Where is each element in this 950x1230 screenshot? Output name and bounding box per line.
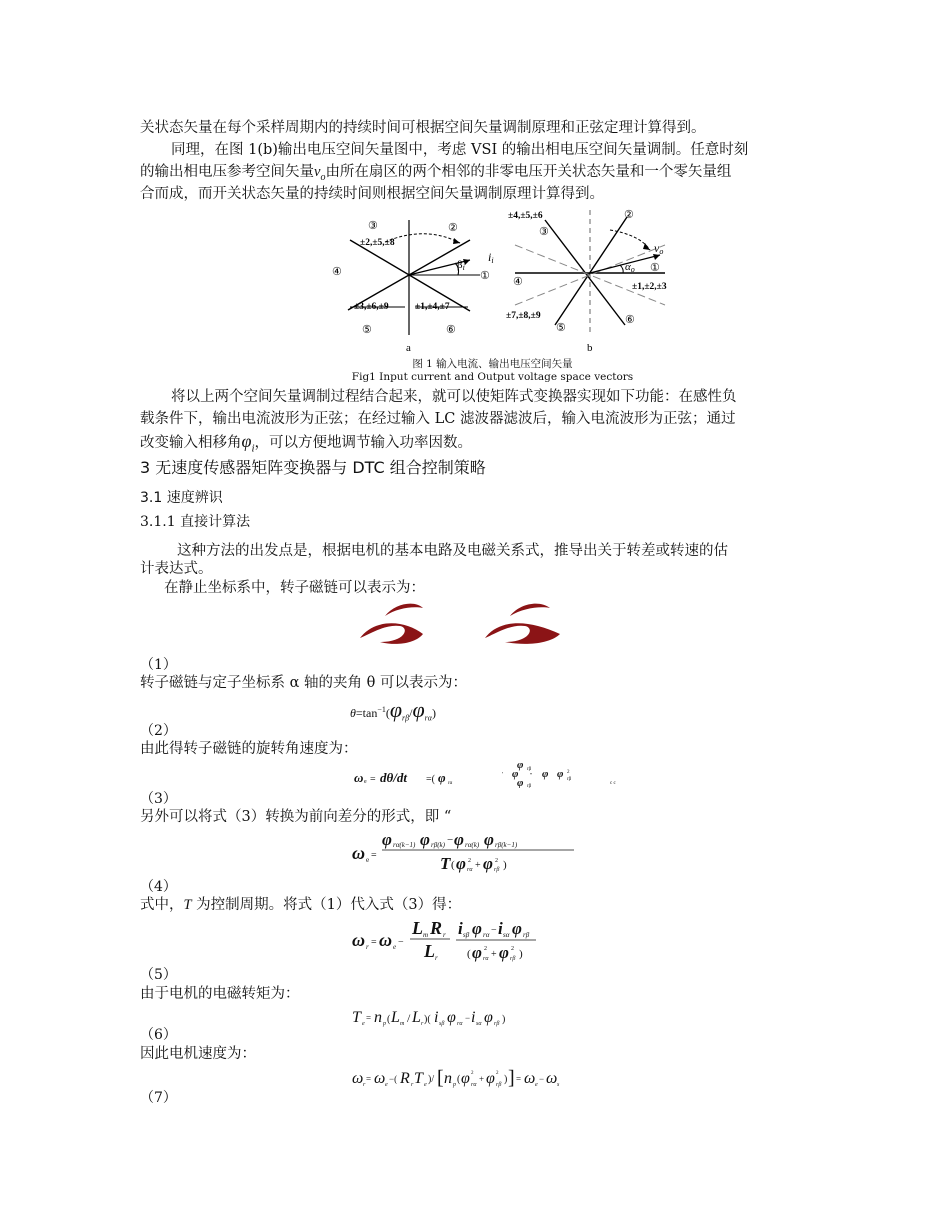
svg-text:rβ: rβ — [494, 867, 500, 873]
sector-1-a: ① — [480, 270, 490, 282]
svg-text:e: e — [362, 1021, 365, 1027]
svg-text:φ: φ — [486, 1070, 495, 1087]
svg-text:dθ/dt: dθ/dt — [380, 770, 407, 785]
svg-text:(: ( — [457, 1074, 461, 1085]
svg-text:c c: c c — [610, 781, 616, 786]
svg-text:e: e — [385, 1082, 388, 1088]
equation-1-glyphs — [355, 598, 570, 648]
body-line8: 由于电机的电磁转矩为： — [140, 986, 300, 1002]
svg-text:[: [ — [437, 1067, 444, 1089]
figure-caption-cn: 图 1 输入电流、输出电压空间矢量 — [412, 358, 573, 370]
svg-text:rα: rα — [471, 1082, 477, 1088]
svg-text:T: T — [440, 854, 451, 873]
svg-text:rα: rα — [483, 956, 489, 962]
svg-text:ω: ω — [352, 1070, 364, 1087]
svg-text:φ: φ — [447, 1009, 456, 1026]
svg-text:m: m — [423, 931, 429, 939]
svg-text:rβ: rβ — [510, 956, 516, 962]
label-456: ±4,±5,±6 — [508, 211, 543, 221]
figure-caption-en: Fig1 Input current and Output voltage space vectors — [351, 371, 634, 383]
sector-5-b: ⑤ — [556, 322, 566, 334]
svg-text:+: + — [479, 1074, 485, 1084]
svg-text:n: n — [444, 1070, 452, 1087]
svg-text:rα(k): rα(k) — [465, 841, 480, 849]
para2-line1: 将以上两个空间矢量调制过程结合起来，就可以使矩阵式变换器实现如下功能：在感性负 — [171, 389, 737, 405]
svg-text:−: − — [398, 937, 404, 948]
svg-text:rα: rα — [467, 867, 473, 873]
vector-ii-label: ii — [488, 250, 494, 265]
svg-text:2: 2 — [484, 946, 487, 952]
body-line3: 在静止坐标系中，转子磁链可以表示为： — [164, 580, 425, 596]
svg-text:rα: rα — [457, 1021, 463, 1027]
eq4-number: （4） — [140, 879, 177, 895]
svg-text:ω: ω — [379, 930, 393, 950]
svg-text:s: s — [557, 1082, 560, 1088]
svg-text:R: R — [430, 918, 443, 938]
svg-text:=: = — [371, 937, 377, 948]
svg-text:e: e — [366, 856, 370, 864]
svg-text:φ: φ — [454, 830, 464, 849]
sector-3-b: ③ — [539, 226, 549, 238]
svg-text:r: r — [366, 943, 369, 951]
svg-text:rα: rα — [483, 931, 490, 939]
svg-text:φ: φ — [484, 830, 494, 849]
svg-text:2: 2 — [511, 946, 514, 952]
sector-1-b: ① — [650, 262, 660, 274]
svg-text:L: L — [412, 918, 423, 938]
letter-a: a — [406, 342, 411, 354]
svg-text:i: i — [471, 1009, 476, 1026]
svg-text:)(: )( — [424, 1014, 431, 1025]
svg-text:=(: =( — [426, 774, 435, 785]
body-line1: 这种方法的出发点是，根据电机的基本电路及电磁关系式，推导出关于转差或转速的估 — [177, 543, 728, 559]
sector-2-b: ② — [624, 209, 634, 221]
svg-text:+: + — [491, 949, 497, 960]
svg-text:=: = — [516, 1074, 522, 1084]
sector-2-a: ② — [448, 222, 458, 234]
svg-text:n: n — [374, 1009, 382, 1026]
para2-line2: 载条件下，输出电流波形为正弦；在经过输入 LC 滤波器滤波后，输入电流波形为正弦；通过 — [140, 411, 736, 427]
para1-line1: 关状态矢量在每个采样周期内的持续时间可根据空间矢量调制原理和正弦定理计算得到。 — [140, 120, 706, 136]
para1-line3-b: 由所在扇区的两个相邻的非零电压开关状态矢量和一个零矢量组 — [325, 164, 732, 180]
svg-text:): ) — [502, 1014, 506, 1025]
svg-text:r: r — [363, 1082, 366, 1088]
beta-label: βi — [457, 259, 465, 272]
letter-b: b — [587, 342, 593, 354]
svg-text:ω: ω — [546, 1070, 558, 1087]
svg-text:rβ: rβ — [527, 767, 532, 772]
svg-text:p: p — [453, 1082, 456, 1088]
label-123: ±1,±2,±3 — [632, 282, 667, 292]
section-3-heading: 3 无速度传感器矩阵变换器与 DTC 组合控制策略 — [140, 458, 486, 477]
svg-text:'': '' — [530, 773, 533, 779]
svg-text:): ) — [503, 859, 507, 871]
equation-3 — [352, 758, 632, 788]
diagram-a — [332, 220, 494, 354]
svg-text:e: e — [364, 779, 367, 785]
svg-text:L: L — [391, 1009, 400, 1026]
eq5-number: （5） — [140, 967, 177, 983]
svg-text:φ: φ — [517, 759, 524, 771]
label-789: ±7,±8,±9 — [506, 311, 541, 321]
para2-line3: 改变输入相移角$\varphi_i$，可以方便地调节输入功率因数。 — [140, 431, 473, 455]
svg-text:=: = — [370, 774, 376, 785]
svg-text:(: ( — [451, 859, 455, 871]
svg-text:sα: sα — [476, 1021, 482, 1027]
svg-text:r: r — [435, 954, 438, 962]
svg-text:rβ: rβ — [496, 1082, 502, 1088]
svg-text:ω: ω — [352, 843, 366, 863]
svg-text:rβ: rβ — [494, 1021, 500, 1027]
svg-text:=: = — [366, 1074, 372, 1084]
svg-text:φ: φ — [484, 1009, 493, 1026]
svg-text:i: i — [434, 1009, 439, 1026]
svg-text:φ: φ — [382, 830, 392, 849]
svg-text:': ' — [502, 772, 504, 778]
label-258: ±2,±5,±8 — [360, 238, 395, 248]
svg-text:rα: rα — [448, 781, 453, 786]
label-147: ±1,±4,±7 — [415, 302, 450, 312]
svg-text:rβ(k): rβ(k) — [431, 841, 445, 849]
svg-text:r: r — [411, 1082, 414, 1088]
svg-text:r: r — [443, 931, 446, 939]
svg-text:rα(k−1): rα(k−1) — [393, 841, 416, 849]
eq1-number: （1） — [140, 657, 177, 673]
svg-text:φ: φ — [557, 768, 564, 780]
svg-text:2: 2 — [567, 770, 570, 775]
equation-2: $\theta=\tan^{-1}(\varphi_{r\beta}/\varphi_{r\alpha})$ — [350, 697, 436, 723]
svg-text:φ: φ — [420, 830, 430, 849]
svg-text:]: ] — [508, 1067, 515, 1089]
svg-text:rβ: rβ — [567, 777, 572, 782]
svg-text:T: T — [414, 1070, 423, 1087]
svg-text:/: / — [407, 1011, 411, 1025]
svg-text:L: L — [412, 1009, 421, 1026]
section-3-1-heading: 3.1 速度辨识 — [140, 490, 223, 506]
svg-text:R: R — [400, 1070, 410, 1087]
eq7-number: （7） — [140, 1090, 177, 1106]
alpha-label: αo — [625, 261, 635, 274]
label-369: ±3,±6,±9 — [354, 302, 389, 312]
svg-text:φ: φ — [517, 777, 524, 788]
body-line6: 另外可以将式（3）转换为前向差分的形式，即 “ — [140, 809, 452, 825]
svg-text:ω: ω — [352, 930, 366, 950]
para1-line3-a: 的输出相电压参考空间矢量 — [140, 164, 314, 180]
svg-text:−: − — [539, 1074, 545, 1084]
svg-text:(: ( — [387, 1014, 391, 1025]
svg-text:T: T — [352, 1009, 361, 1026]
svg-text:φ: φ — [499, 943, 509, 962]
svg-text:e: e — [424, 1082, 427, 1088]
sector-6-b: ⑥ — [625, 314, 635, 326]
svg-text:(: ( — [467, 948, 471, 960]
svg-text:p: p — [383, 1021, 386, 1027]
svg-text:φ: φ — [483, 854, 493, 873]
eq6-number: （6） — [140, 1027, 177, 1043]
figure-1 — [320, 205, 700, 355]
svg-text:2: 2 — [468, 858, 471, 864]
svg-text:2: 2 — [471, 1071, 474, 1076]
sector-3-a: ③ — [368, 220, 378, 232]
svg-text:φ: φ — [472, 919, 482, 938]
sector-6-a: ⑥ — [446, 324, 456, 336]
svg-text:=: = — [371, 850, 377, 861]
para1-line2: 同理，在图 1(b)输出电压空间矢量图中，考虑 VSI 的输出相电压空间矢量调制。任意时刻 — [171, 142, 749, 158]
body-line2: 计表达式。 — [140, 561, 213, 577]
svg-text:): ) — [504, 1074, 508, 1085]
svg-text:m: m — [400, 1021, 405, 1027]
equation-4 — [350, 828, 590, 876]
equation-5 — [350, 915, 570, 967]
body-line5: 由此得转子磁链的旋转角速度为： — [140, 741, 358, 757]
svg-text:−: − — [447, 834, 454, 846]
svg-text:rβ: rβ — [527, 784, 532, 788]
svg-text:2: 2 — [495, 858, 498, 864]
svg-text:ω: ω — [374, 1070, 386, 1087]
body-line7: 式中，T 为控制周期。将式（1）代入式（3）得： — [140, 897, 462, 913]
body-line4: 转子磁链与定子坐标系 α 轴的夹角 θ 可以表示为： — [140, 675, 467, 691]
svg-text:sα: sα — [503, 931, 510, 939]
svg-text:i: i — [458, 919, 463, 938]
sector-5-a: ⑤ — [362, 324, 372, 336]
svg-text:ω: ω — [524, 1070, 536, 1087]
eq3-number: （3） — [140, 791, 177, 807]
svg-text:−(: −( — [389, 1074, 398, 1084]
phi-i-symbol: $\varphi_i$ — [241, 431, 255, 455]
svg-text:i: i — [498, 919, 503, 938]
svg-text:φ: φ — [472, 943, 482, 962]
svg-text:φ: φ — [542, 768, 549, 780]
para1-line4: 合而成，而开关状态矢量的持续时间则根据空间矢量调制原理计算得到。 — [140, 186, 604, 202]
svg-text:φ: φ — [512, 768, 519, 780]
body-line9: 因此电机速度为： — [140, 1046, 256, 1062]
eq2-number: （2） — [140, 723, 177, 739]
svg-text:=: = — [366, 1013, 372, 1023]
section-3-1-1-heading: 3.1.1 直接计算法 — [140, 514, 251, 530]
svg-text:φ: φ — [512, 919, 522, 938]
sector-4-b: ④ — [513, 276, 523, 288]
svg-text:L: L — [424, 941, 435, 961]
equation-7 — [350, 1062, 590, 1092]
equation-6 — [350, 1002, 550, 1030]
svg-text:ω: ω — [354, 770, 364, 785]
diagram-b — [506, 209, 667, 354]
svg-text:−: − — [465, 1013, 471, 1023]
vector-v-symbol: $v_o$ — [314, 164, 326, 183]
svg-text:φ: φ — [438, 770, 446, 785]
svg-text:)/: )/ — [428, 1074, 435, 1085]
svg-text:φ: φ — [461, 1070, 470, 1087]
svg-text:e: e — [535, 1082, 538, 1088]
sector-4-a: ④ — [332, 266, 342, 278]
svg-text:sβ: sβ — [463, 931, 470, 939]
svg-text:rβ(k−1): rβ(k−1) — [495, 841, 518, 849]
svg-text:): ) — [519, 948, 523, 960]
svg-text:φ: φ — [456, 854, 466, 873]
svg-text:rβ: rβ — [523, 931, 530, 939]
svg-text:+: + — [475, 860, 481, 871]
svg-text:sβ: sβ — [439, 1021, 445, 1027]
svg-text:−: − — [491, 925, 497, 936]
svg-text:r: r — [421, 1021, 424, 1027]
vector-vo-label: vo — [654, 241, 664, 256]
svg-text:2: 2 — [496, 1071, 499, 1076]
svg-text:e: e — [393, 943, 397, 951]
